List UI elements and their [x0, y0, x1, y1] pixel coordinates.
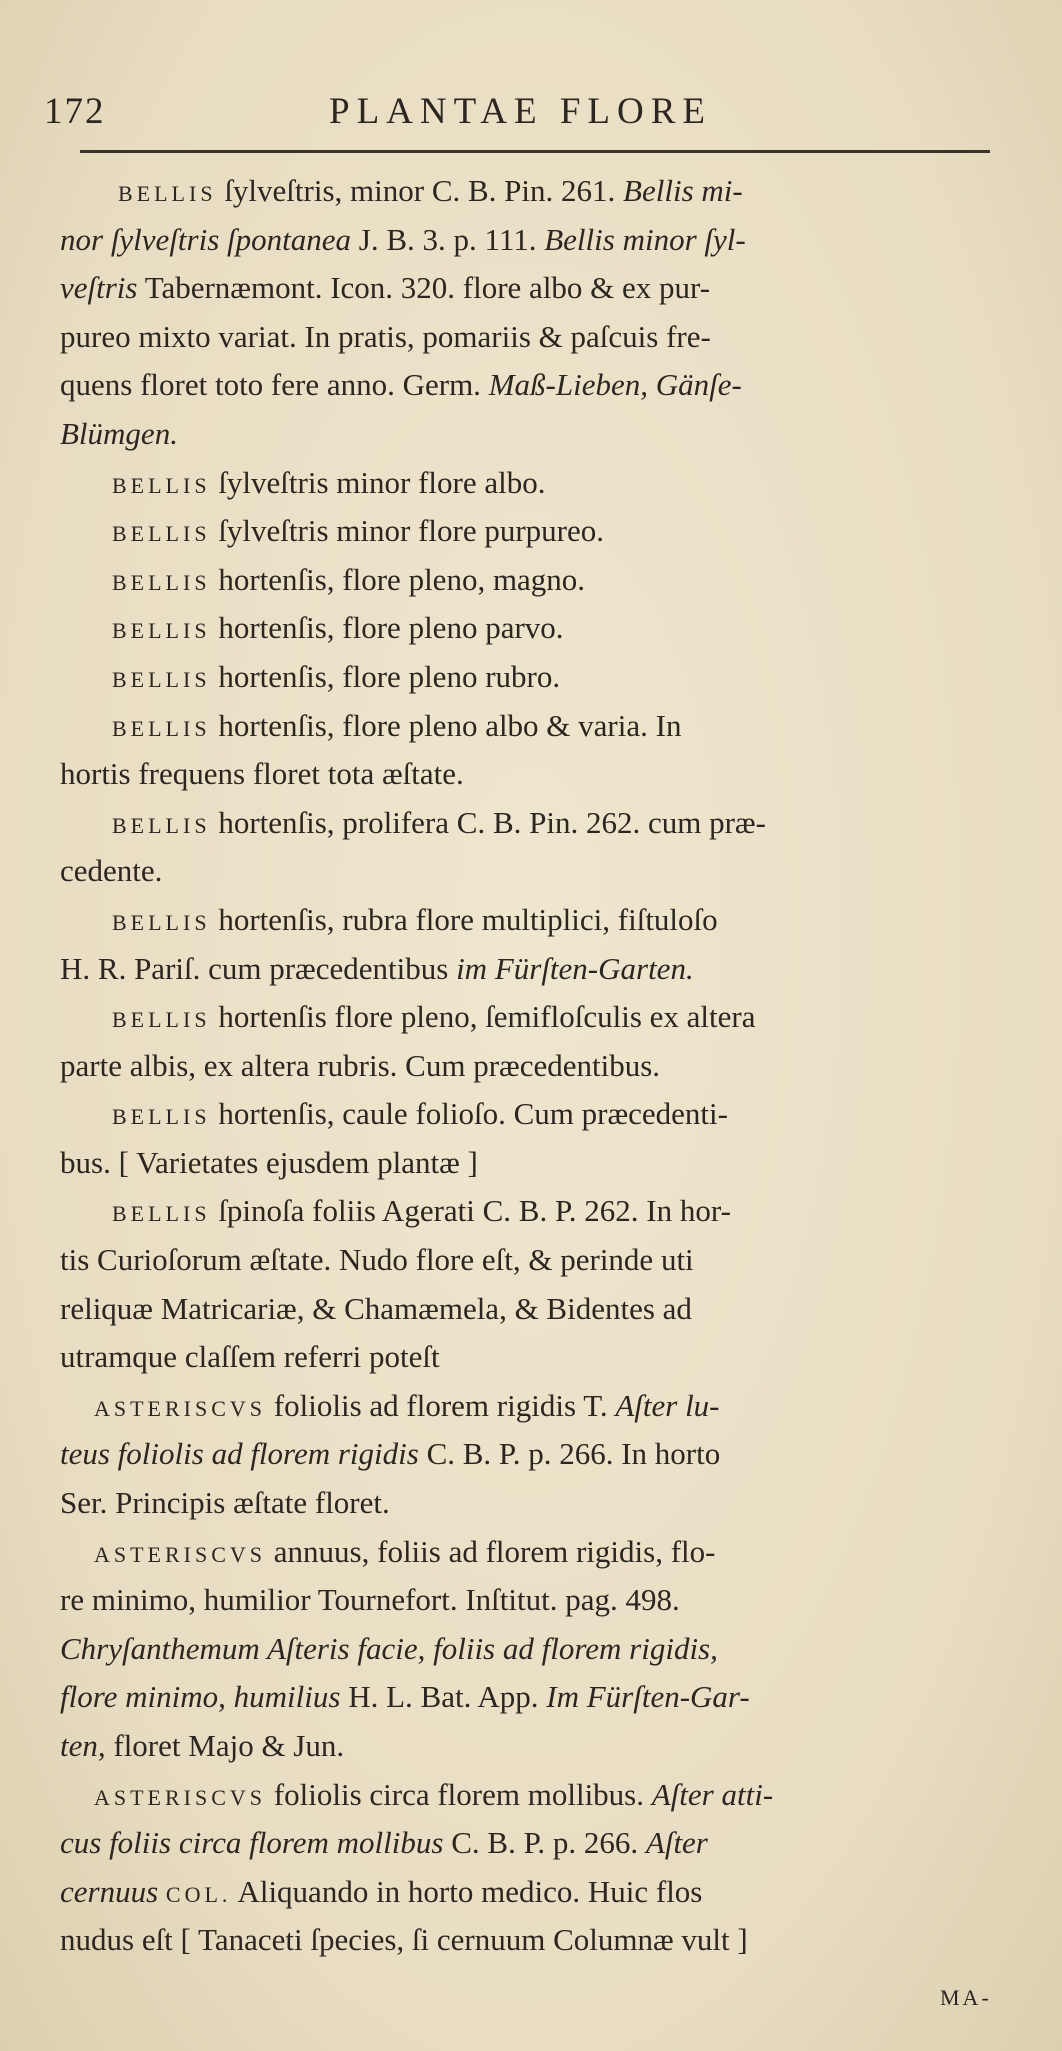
entry-name: BELLIS — [112, 666, 211, 692]
entry-name: ASTERISCVS — [94, 1395, 267, 1421]
text-segment: hortenſis flore pleno, ſemifloſculis ex altera — [210, 999, 756, 1035]
italic-segment: teus foliolis ad florem rigidis — [60, 1436, 419, 1472]
text-segment: ſylveſtris, minor C. B. Pin. 261. — [216, 173, 624, 208]
text-segment: bus. [ Varietates ejusdem plantæ ] — [60, 1144, 478, 1180]
entry-name: ASTERISCVS — [94, 1784, 267, 1810]
text-segment: C. B. P. p. 266. — [443, 1825, 646, 1861]
text-segment: utramque claſſem referri poteſt — [60, 1339, 440, 1375]
italic-segment: cernuus — [60, 1873, 159, 1909]
text-body — [60, 167, 990, 1965]
italic-segment: Aſter lu- — [615, 1387, 720, 1423]
text-line — [60, 1819, 990, 1868]
italic-segment: Blümgen. — [60, 415, 178, 451]
text-line — [60, 1430, 990, 1479]
text-line — [60, 750, 990, 799]
text-line — [60, 507, 990, 556]
running-header — [44, 90, 984, 140]
entry-name: BELLIS — [118, 181, 217, 206]
entry-name: BELLIS — [112, 472, 211, 498]
text-segment: reliquæ Matricariæ, & Chamæmela, & Bidentes ad — [60, 1290, 692, 1326]
italic-segment: Aſter atti- — [651, 1776, 774, 1812]
italic-segment: Bellis minor ſyl- — [544, 221, 746, 257]
entry-name: BELLIS — [112, 1104, 211, 1130]
text-line — [60, 945, 990, 994]
text-segment: hortenſis, caule folioſo. Cum præcedenti- — [210, 1096, 728, 1132]
catchword: MA- — [940, 1985, 992, 2010]
text-line — [60, 1139, 990, 1188]
entry-name: BELLIS — [112, 1201, 211, 1227]
text-line — [60, 847, 990, 896]
text-segment: ſylveſtris minor flore purpureo. — [210, 513, 604, 549]
text-line — [60, 361, 990, 410]
entry-name: BELLIS — [112, 618, 211, 644]
italic-segment: cus foliis circa florem mollibus — [60, 1825, 444, 1861]
text-line — [60, 1916, 990, 1965]
text-line — [60, 702, 990, 751]
text-segment: annuus, foliis ad florem rigidis, flo- — [266, 1533, 716, 1569]
text-segment: re minimo, humilior Tournefort. Inſtitut. pag. 498. — [60, 1582, 680, 1618]
text-segment: nudus eſt [ Tanaceti ſpecies, ſi cernuum Columnæ vult ] — [60, 1922, 748, 1958]
text-line — [60, 604, 990, 653]
text-segment: ſylveſtris minor flore albo. — [210, 464, 546, 500]
text-line — [60, 993, 990, 1042]
text-segment: hortenſis, flore pleno albo & varia. In — [210, 707, 682, 743]
text-line — [60, 556, 990, 605]
text-segment: quens floret toto fere anno. Germ. — [60, 367, 489, 403]
text-segment: foliolis ad florem rigidis T. — [266, 1387, 616, 1423]
text-segment: Ser. Principis æſtate floret. — [60, 1485, 390, 1521]
italic-segment: Chryſanthemum Aſteris facie, foliis ad florem rigidis, — [60, 1630, 718, 1666]
text-line — [60, 1090, 990, 1139]
text-line — [60, 1333, 990, 1382]
text-line — [60, 1528, 990, 1577]
text-segment: H. L. Bat. App. — [340, 1679, 547, 1715]
text-line — [60, 410, 990, 459]
text-line — [60, 1576, 990, 1625]
entry-name: BELLIS — [112, 812, 211, 838]
entry-name: COL. — [165, 1881, 232, 1907]
text-segment: J. B. 3. p. 111. — [351, 221, 545, 257]
text-segment: hortis frequens floret tota æſtate. — [60, 756, 464, 792]
text-segment: hortenſis, prolifera C. B. Pin. 262. cum præ- — [210, 804, 766, 840]
text-line — [60, 264, 990, 313]
italic-segment: ten, — [60, 1728, 106, 1763]
text-segment: hortenſis, rubra flore multiplici, fiſtuloſo — [210, 901, 718, 937]
entry-name: ASTERISCVS — [94, 1541, 267, 1567]
running-title: PLANTAE FLORE — [329, 91, 713, 132]
text-line — [60, 1236, 990, 1285]
text-line — [60, 896, 990, 945]
text-segment: hortenſis, flore pleno rubro. — [210, 658, 561, 694]
text-line — [60, 1382, 990, 1431]
text-line — [60, 1868, 990, 1917]
page-number: 172 — [44, 91, 106, 132]
text-line — [60, 1625, 990, 1674]
text-line — [60, 1187, 990, 1236]
text-line — [60, 1722, 990, 1771]
italic-segment: nor ſylveſtris ſpontanea — [60, 221, 352, 257]
text-segment: pureo mixto variat. In pratis, pomariis & paſcuis fre- — [60, 318, 711, 354]
header-rule — [80, 150, 990, 153]
text-segment: floret Majo & Jun. — [105, 1728, 345, 1763]
text-segment: foliolis circa florem mollibus. — [266, 1776, 652, 1812]
entry-name: BELLIS — [112, 1007, 211, 1033]
italic-segment: flore minimo, humilius — [60, 1679, 341, 1715]
text-segment: H. R. Pariſ. cum præcedentibus — [60, 950, 457, 986]
italic-segment: Maß-Lieben, Gänſe- — [488, 367, 742, 403]
entry-name: BELLIS — [112, 909, 211, 935]
text-segment: parte albis, ex altera rubris. Cum præcedentibus. — [60, 1047, 661, 1083]
text-segment: ſpinoſa foliis Agerati C. B. P. 262. In hor- — [210, 1193, 731, 1229]
text-segment: Aliquando in horto medico. Huic flos — [231, 1873, 703, 1909]
text-segment: hortenſis, flore pleno, magno. — [210, 561, 586, 597]
text-segment — [158, 1874, 166, 1909]
text-line — [60, 799, 990, 848]
text-line — [60, 1285, 990, 1334]
text-line — [60, 1771, 990, 1820]
text-segment: hortenſis, flore pleno parvo. — [210, 610, 564, 646]
entry-name: BELLIS — [112, 569, 211, 595]
text-line — [60, 1673, 990, 1722]
text-line — [60, 1479, 990, 1528]
italic-segment: Bellis mi- — [623, 173, 743, 208]
italic-segment: im Fürſten-Garten. — [456, 950, 694, 986]
text-line — [60, 459, 990, 508]
italic-segment: Aſter — [645, 1825, 708, 1861]
text-segment: cedente. — [60, 853, 163, 889]
text-line — [60, 167, 990, 216]
text-line — [60, 216, 990, 265]
entry-name: BELLIS — [112, 521, 211, 547]
text-segment: Tabernæmont. Icon. 320. flore albo & ex pur- — [137, 270, 711, 306]
italic-segment: Im Fürſten-Gar- — [546, 1679, 750, 1715]
text-segment: C. B. P. p. 266. In horto — [418, 1436, 721, 1472]
text-line — [60, 313, 990, 362]
entry-name: BELLIS — [112, 715, 211, 741]
text-segment: tis Curioſorum æſtate. Nudo flore eſt, & perinde uti — [60, 1242, 694, 1278]
text-line — [60, 1042, 990, 1091]
italic-segment: veſtris — [60, 270, 138, 306]
text-line — [60, 653, 990, 702]
